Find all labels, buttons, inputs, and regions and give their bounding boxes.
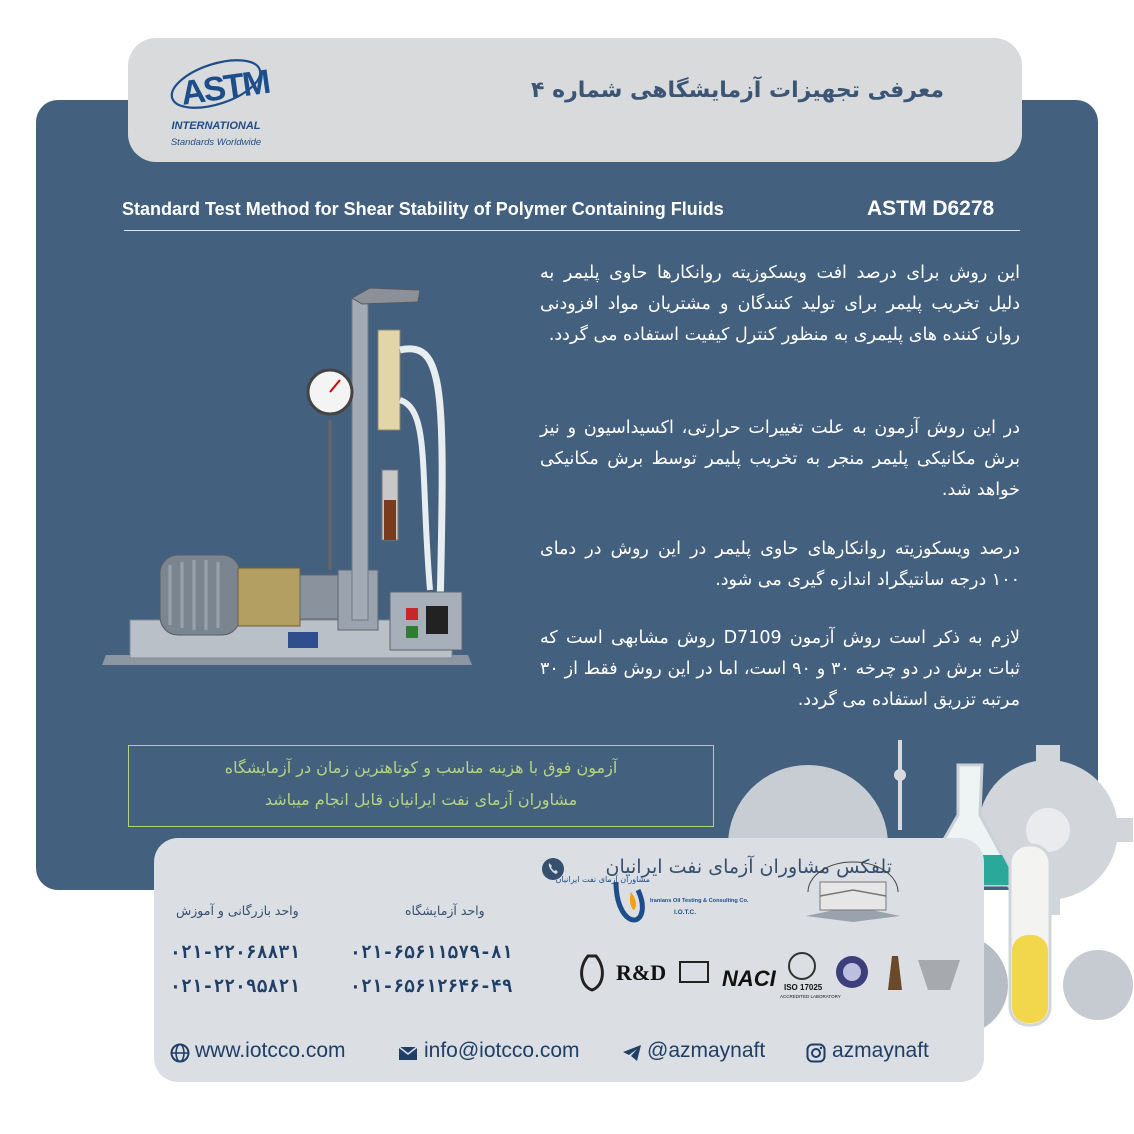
- instagram-link[interactable]: azmaynaft: [832, 1039, 929, 1062]
- training-school-logo: [798, 852, 908, 926]
- paragraph-2: در این روش آزمون به علت تغییرات حرارتی، اکسیداسیون و نیز برش مکانیکی پلیمر منجر به تخریب پلیمر توسط برش مکانیکی خواهد شد.: [540, 418, 1020, 500]
- instagram-icon: [806, 1043, 826, 1063]
- standard-code: ASTM D6278: [867, 197, 995, 220]
- header-title: معرفی تجهیزات آزمایشگاهی شماره ۴: [530, 78, 944, 103]
- svg-text:Iranians Oil Testing & Consult: Iranians Oil Testing & Consulting Co.: [650, 898, 749, 904]
- footer-title: تلفکس مشاوران آزمای نفت ایرانیان: [605, 856, 892, 878]
- lab-unit-label: واحد آزمایشگاه: [405, 903, 485, 918]
- iotc-logo: [555, 862, 749, 928]
- telegram-icon: [622, 1043, 642, 1063]
- svg-text:I.O.T.C.: I.O.T.C.: [674, 909, 697, 916]
- svg-text:ACCREDITED LABORATORY: ACCREDITED LABORATORY: [780, 994, 841, 999]
- commerce-phone-2[interactable]: ۰۲۱-۲۲۰۹۵۸۲۱: [170, 976, 301, 997]
- paragraph-4: لازم به ذکر است روش آزمون D7109 روش مشابهی است که ثبات برش در دو چرخه ۳۰ و ۹۰ است، اما در این روش فقط از ۳۰ مرتبه تزریق استفاده می گردد.: [540, 628, 1021, 710]
- telegram-link[interactable]: @azmaynaft: [647, 1039, 766, 1062]
- svg-text:NACI: NACI: [722, 966, 776, 991]
- astm-logo-tagline: Standards Worldwide: [170, 137, 262, 148]
- iran-emblem-icon: [582, 956, 603, 990]
- standard-title: Standard Test Method for Shear Stability of Polymer Containing Fluids: [122, 199, 724, 219]
- lab-phone-2[interactable]: ۰۲۱-۶۵۶۱۲۶۴۶-۴۹: [350, 976, 513, 997]
- note-line-1: آزمون فوق با هزینه مناسب و کوتاهترین زمان در آزمایشگاه: [224, 758, 618, 777]
- svg-text:R&D: R&D: [616, 960, 667, 985]
- note-line-2: مشاوران آزمای نفت ایرانیان قابل انجام میباشد: [264, 790, 578, 809]
- commerce-unit-label: واحد بازرگانی و آموزش: [176, 903, 299, 918]
- svg-text:ASTM: ASTM: [178, 62, 272, 113]
- website-link[interactable]: www.iotcco.com: [195, 1039, 346, 1062]
- svg-text:مشاوران آزمای نفت ایرانیان: مشاوران آزمای نفت ایرانیان: [555, 875, 650, 884]
- certification-logos: [572, 946, 972, 1006]
- email-link[interactable]: info@iotcco.com: [424, 1039, 580, 1062]
- astm-logo-international: INTERNATIONAL: [171, 120, 261, 132]
- mail-icon: [398, 1043, 418, 1063]
- commerce-phone-1[interactable]: ۰۲۱-۲۲۰۶۸۸۳۱: [170, 942, 301, 963]
- paragraph-3: درصد ویسکوزیته روانکارهای حاوی پلیمر در این روش در دمای ۱۰۰ درجه سانتیگراد اندازه گیری می شود.: [540, 539, 1020, 590]
- lab-phone-1[interactable]: ۰۲۱-۶۵۶۱۱۵۷۹-۸۱: [350, 942, 513, 963]
- globe-icon: [170, 1043, 190, 1063]
- title-divider: [124, 230, 1020, 231]
- svg-text:ISO 17025: ISO 17025: [784, 983, 823, 992]
- paragraph-1: این روش برای درصد افت ویسکوزیته روانکارها حاوی پلیمر به دلیل تخریب پلیمر برای تولید کنندگان و مشتریان مواد افزودنی روان کننده های پلیمری به منظور کنترل کیفیت استفاده می گردد.: [540, 263, 1020, 345]
- apparatus-image: [100, 270, 480, 700]
